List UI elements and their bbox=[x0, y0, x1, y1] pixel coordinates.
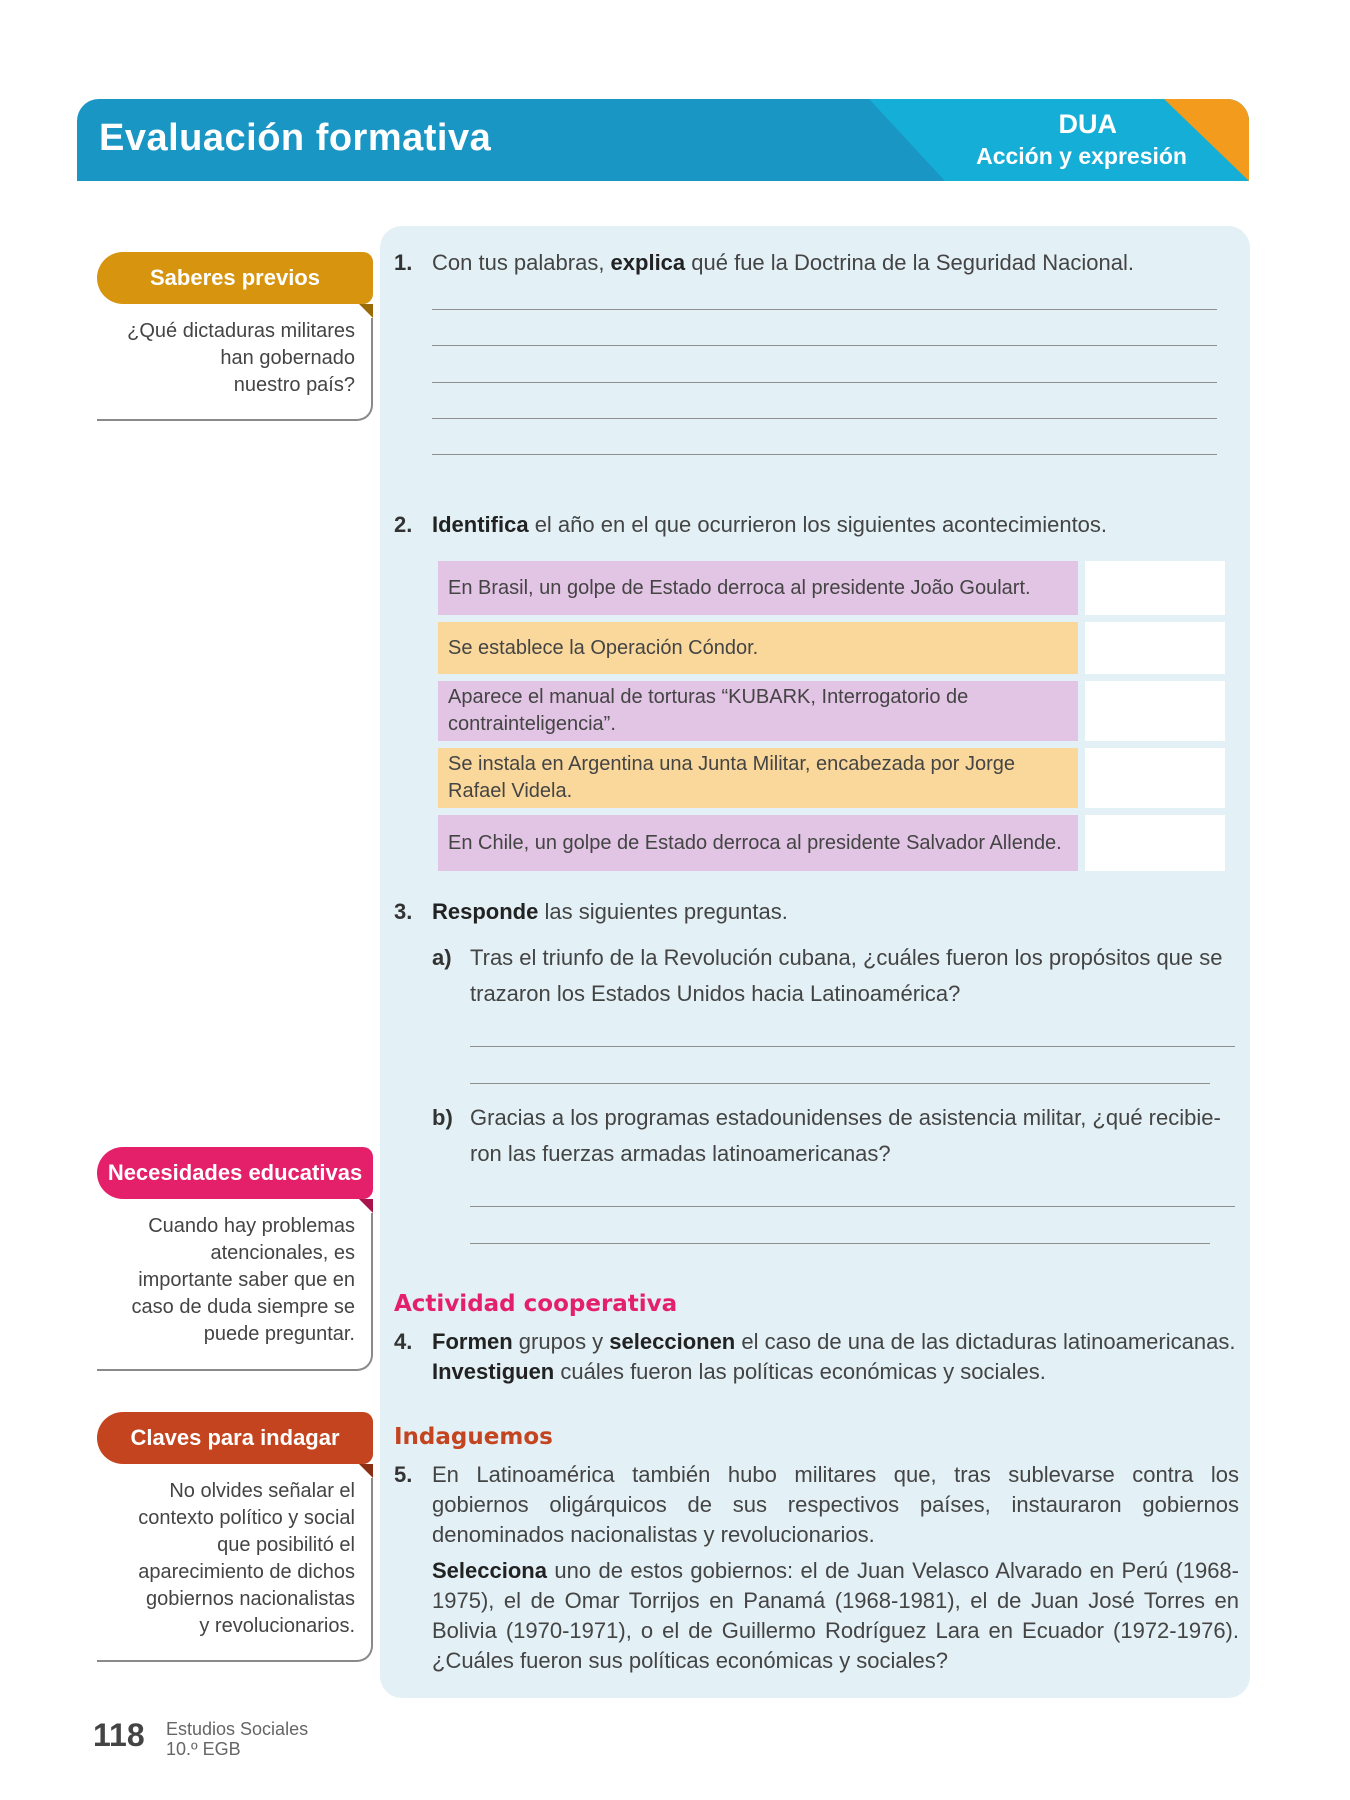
page-title: Evaluación formativa bbox=[99, 117, 492, 159]
claves-line: que posibilitó el bbox=[217, 1534, 355, 1556]
answer-line[interactable] bbox=[470, 1046, 1235, 1047]
event-row bbox=[438, 815, 1078, 871]
question-text: el caso de una de las dictaduras latinoamericanas. bbox=[735, 1329, 1236, 1354]
answer-line[interactable] bbox=[470, 1243, 1210, 1244]
event-text: Aparece el manual de torturas “KUBARK, Interrogatorio de contrainteligencia”. bbox=[448, 686, 969, 735]
question-number: 4. bbox=[394, 1329, 413, 1354]
question-verb: seleccionen bbox=[609, 1329, 736, 1354]
year-input-box[interactable] bbox=[1085, 561, 1225, 615]
question-text: uno de estos gobiernos: el de Juan Velasco Alvarado en Perú (1968-1975), el de Omar Torrijos en Panamá (1968-1981), el de Juan José Torres en Bolivia (1970-1971), o el de Guillermo Rodríguez Lara en Ecuador (1972-1976). ¿Cuáles fueron sus políticas económicas y sociales? bbox=[432, 1558, 1239, 1673]
question-text: el año en el que ocurrieron los siguientes acontecimientos. bbox=[528, 512, 1108, 537]
claves-line: contexto político y social bbox=[138, 1507, 355, 1529]
question-text: las siguientes preguntas. bbox=[538, 899, 788, 924]
question-text: En Latinoamérica también hubo militares que, tras sublevarse contra los gobiernos oligárquicos de sus respectivos países, instauraron gobiernos denominados nacionalistas y revolucionarios. bbox=[432, 1462, 1239, 1547]
question-text: Con tus palabras, bbox=[432, 250, 611, 275]
claves-para-indagar-box bbox=[97, 1478, 373, 1662]
question-verb: explica bbox=[610, 250, 686, 275]
question-text: grupos y bbox=[512, 1329, 610, 1354]
question-number: 5. bbox=[394, 1462, 413, 1487]
answer-line[interactable] bbox=[432, 309, 1217, 310]
event-text: En Brasil, un golpe de Estado derroca al presidente João Goulart. bbox=[448, 576, 1031, 599]
section-header bbox=[77, 99, 1249, 181]
saberes-previos-box bbox=[97, 318, 373, 421]
answer-line[interactable] bbox=[470, 1206, 1235, 1207]
claves-para-indagar-tab bbox=[97, 1412, 373, 1464]
dua-subtitle: Acción y expresión bbox=[976, 143, 1187, 169]
saberes-line: ¿Qué dictaduras militares bbox=[127, 320, 355, 342]
actividad-cooperativa-heading: Actividad cooperativa bbox=[394, 1291, 678, 1317]
saberes-line: nuestro país? bbox=[233, 374, 355, 396]
year-input-box[interactable] bbox=[1085, 622, 1225, 674]
necesidades-educativas-tab bbox=[97, 1147, 373, 1199]
footer-grade: 10.º EGB bbox=[166, 1739, 241, 1759]
question-verb: Identifica bbox=[432, 512, 529, 537]
saberes-previos-tab bbox=[97, 252, 373, 304]
event-row bbox=[438, 748, 1078, 808]
answer-line[interactable] bbox=[470, 1083, 1210, 1084]
event-row bbox=[438, 622, 1078, 674]
event-text: En Chile, un golpe de Estado derroca al presidente Salvador Allende. bbox=[448, 831, 1062, 854]
question-verb: Selecciona bbox=[432, 1558, 547, 1583]
year-input-box[interactable] bbox=[1085, 681, 1225, 741]
question-text: cuáles fueron las políticas económicas y sociales. bbox=[554, 1359, 1046, 1384]
question-number: 3. bbox=[394, 899, 413, 924]
claves-line: aparecimiento de dichos bbox=[138, 1561, 355, 1583]
answer-line[interactable] bbox=[432, 454, 1217, 455]
saberes-line: han gobernado bbox=[220, 347, 355, 369]
question-text: qué fue la Doctrina de la Seguridad Nacional. bbox=[685, 250, 1134, 275]
necesidades-line: importante saber que en bbox=[138, 1269, 355, 1291]
necesidades-line: caso de duda siempre se bbox=[131, 1296, 355, 1318]
dua-title: DUA bbox=[1058, 109, 1117, 139]
question-verb: Responde bbox=[432, 899, 539, 924]
year-input-box[interactable] bbox=[1085, 815, 1225, 871]
year-input-box[interactable] bbox=[1085, 748, 1225, 808]
sub-question-label: b) bbox=[432, 1105, 453, 1130]
claves-line: No olvides señalar el bbox=[169, 1480, 355, 1502]
event-text: Se establece la Operación Cóndor. bbox=[448, 636, 759, 659]
saberes-previos-label: Saberes previos bbox=[150, 265, 320, 290]
necesidades-educativas-label: Necesidades educativas bbox=[107, 1160, 363, 1185]
event-row bbox=[438, 681, 1078, 741]
answer-line[interactable] bbox=[432, 418, 1217, 419]
sub-question-text: Tras el triunfo de la Revolución cubana, ¿cuáles fueron los propósitos que se trazaron los Estados Unidos hacia Latinoamérica? bbox=[470, 945, 1223, 1006]
necesidades-line: puede preguntar. bbox=[203, 1323, 355, 1345]
page-number: 118 bbox=[93, 1717, 145, 1753]
necesidades-line: Cuando hay problemas bbox=[148, 1215, 355, 1237]
claves-line: y revolucionarios. bbox=[199, 1615, 355, 1637]
indaguemos-heading: Indaguemos bbox=[394, 1424, 553, 1450]
event-text: Se instala en Argentina una Junta Militar, encabezada por Jorge Rafael Videla. bbox=[448, 753, 1016, 802]
event-row bbox=[438, 561, 1078, 615]
claves-line: gobiernos nacionalistas bbox=[145, 1588, 355, 1610]
question-number: 2. bbox=[394, 512, 413, 537]
necesidades-educativas-box bbox=[97, 1213, 373, 1371]
claves-para-indagar-label: Claves para indagar bbox=[130, 1425, 340, 1450]
question-verb: Investiguen bbox=[432, 1359, 555, 1384]
question-verb: Formen bbox=[432, 1329, 513, 1354]
question-number: 1. bbox=[394, 250, 413, 275]
answer-line[interactable] bbox=[432, 382, 1217, 383]
sub-question-text: Gracias a los programas estadounidenses de asistencia militar, ¿qué recibie-ron las fuerzas armadas latinoamericanas? bbox=[470, 1105, 1221, 1166]
sub-question-label: a) bbox=[432, 945, 452, 970]
necesidades-line: atencionales, es bbox=[210, 1242, 355, 1264]
footer-subject: Estudios Sociales bbox=[166, 1719, 309, 1739]
answer-line[interactable] bbox=[432, 345, 1217, 346]
